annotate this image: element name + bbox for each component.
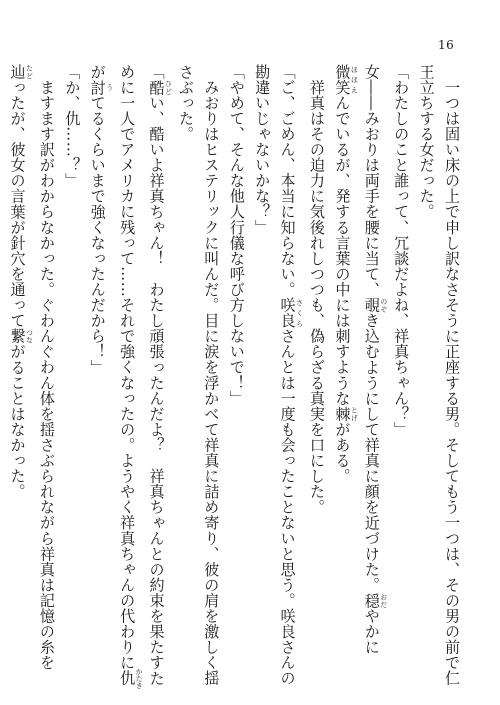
text-line-11: さぶった。	[176, 64, 195, 142]
text-line-7: 「ご、ごめん、本当に知らない。咲良 さくらさんとは一度も会ったことないと思う。咲良さんの	[278, 64, 304, 687]
text-line-9: 「やめて、そんな他人行儀な呼び方しないで！」	[227, 64, 246, 407]
ruby-kataki: かたき	[135, 667, 144, 689]
ruby-sakura: さくら	[295, 297, 304, 329]
text-line-3: 「わたしのこと誰って、冗談だよね、祥真ちゃん？」	[392, 64, 411, 438]
text-line-8: 勘違いじゃないかな？」	[253, 64, 272, 236]
text-line-17: 辿 たどったが、彼女の言葉が針穴を通って繋 つながることはなかった。	[8, 64, 34, 500]
ruby-nozo: のぞ	[379, 297, 388, 313]
text-line-16: ますます訳がわからなかった。ぐわんぐわん体を揺さぶられながら祥真は記憶の糸を	[37, 64, 56, 671]
text-line-2: 王立ちする女だった。	[417, 64, 436, 220]
ruby-hohoe: ほほえ	[350, 64, 359, 96]
text-line-4: 女――みおりは両手を腰に当て、覗 のぞき込むようにして祥真に顔を近づけた。穏 おだやかに	[362, 64, 388, 655]
text-line-13: めに一人でアメリカに残って……それで強くなったの。ようやく祥真ちゃんの代わりに仇 かたき	[118, 64, 144, 689]
text-line-5: 微笑 ほほえんでいるが、発する言葉の中には刺すような棘 とげがある。	[333, 64, 359, 484]
page-number: 16	[438, 38, 455, 52]
text-line-1: 一つは固い床の上で申し訳なさそうに正座する男。そしてもう一つは、その男の前で仁	[443, 64, 461, 686]
ruby-toge: とげ	[350, 406, 359, 422]
ruby-oda: おだ	[379, 592, 388, 609]
vertical-text-body	[4, 64, 464, 689]
ruby-u: う	[105, 79, 114, 96]
ruby-hido: ひど	[164, 79, 173, 96]
ruby-tsuna: つな	[25, 328, 34, 344]
text-line-15: 「か、仇……？」	[63, 64, 82, 189]
text-line-6: 祥真はその迫力に気後れしつつも、偽らざる真実を口にした。	[307, 64, 326, 515]
text-line-14: が討 うてるくらいまで強くなったんだから！」	[88, 64, 114, 376]
text-line-10: みおりはヒステリックに叫んだ。目に涙を浮かべて祥真に詰め寄り、彼の肩を激しく揺	[202, 64, 221, 686]
text-line-12: 「酷 ひどい、酷いよ祥真ちゃん！ わたし頑張ったんだよ？ 祥真ちゃんとの約束を果たすた	[147, 64, 173, 687]
ruby-tado: たど	[25, 64, 34, 80]
